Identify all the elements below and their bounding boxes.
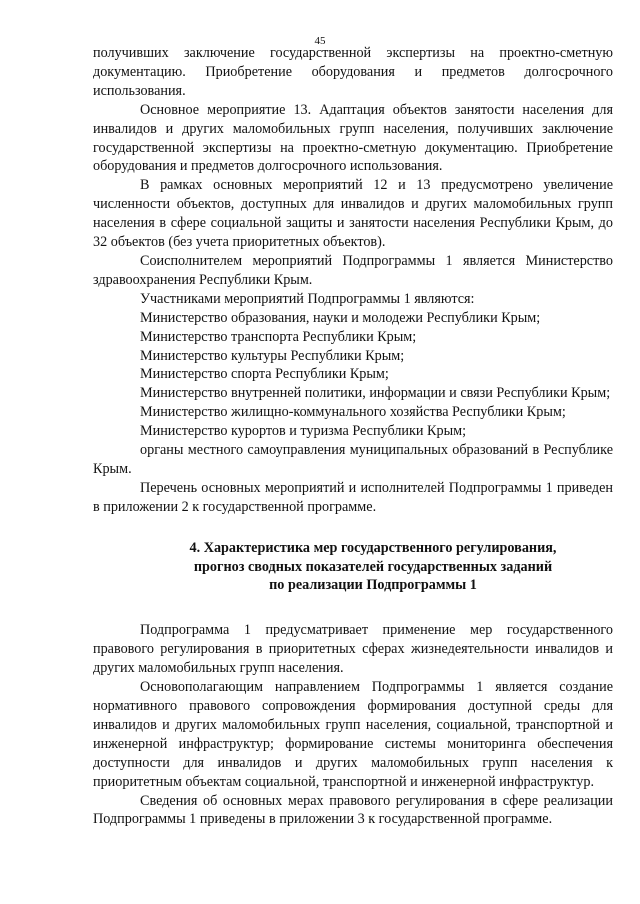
list-item: Министерство образования, науки и молодежи Республики Крым;	[140, 309, 541, 326]
paragraph: Подпрограмма 1 предусматривает применение мер государственного правового регулирования в приоритетных сферах жизнедеятельности инвалидов и других маломобильных групп населения.	[93, 622, 613, 677]
list-item: органы местного самоуправления муниципальных образований в Республике Крым.	[93, 442, 613, 477]
list-item: Министерство спорта Республики Крым;	[140, 366, 389, 383]
page-number: 45	[314, 35, 326, 47]
list-item: Министерство культуры Республики Крым;	[140, 347, 405, 364]
paragraphs-top	[93, 44, 613, 517]
list-item: Министерство внутренней политики, информации и связи Республики Крым;	[140, 385, 611, 402]
paragraph: В рамках основных мероприятий 12 и 13 предусмотрено увеличение численности объектов, доступных для инвалидов и других маломобильных групп населения в сфере социальной защиты и занятости населения Республики Крым, до 32 объектов (без учета приоритетных объектов).	[93, 177, 613, 251]
paragraph: Основополагающим направлением Подпрограммы 1 является создание нормативного правового сопровождения формирования доступной среды для инвалидов и других маломобильных групп населения, социальной, транспортной и инженерной инфраструктур; формирование системы мониторинга обеспечения доступности для инвалидов и других маломобильных групп населения к приоритетным объектам социальной, транспортной и инженерной инфраструктур.	[93, 679, 613, 790]
list-item: Министерство курортов и туризма Республики Крым;	[140, 423, 467, 440]
paragraph: Участниками мероприятий Подпрограммы 1 являются:	[140, 290, 475, 307]
paragraph: Сведения об основных мерах правового регулирования в сфере реализации Подпрограммы 1 приведены в приложении 3 к государственной программе.	[93, 792, 613, 828]
section-heading-line: прогноз сводных показателей государственных заданий	[193, 558, 553, 575]
paragraph: Перечень основных мероприятий и исполнителей Подпрограммы 1 приведен в приложении 2 к государственной программе.	[93, 479, 613, 515]
section-heading-line: по реализации Подпрограммы 1	[269, 577, 477, 594]
section-heading-line: 4. Характеристика мер государственного регулирования,	[189, 539, 557, 556]
paragraph: Соисполнителем мероприятий Подпрограммы 1 является Министерство здравоохранения Республики Крым.	[93, 252, 613, 288]
paragraph: получивших заключение государственной экспертизы на проектно-сметную документацию. Приобретение оборудования и предметов долгосрочного использования.	[93, 45, 613, 99]
paragraphs-bottom	[93, 621, 613, 829]
paragraph: Основное мероприятие 13. Адаптация объектов занятости населения для инвалидов и других маломобильных групп населения, получивших заключение государственной экспертизы на проектно-сметную документацию. Приобретение оборудования и предметов долгосрочного использования.	[93, 101, 613, 175]
section-heading	[93, 539, 613, 596]
document-body	[93, 44, 613, 829]
spacer	[93, 595, 613, 621]
list-item: Министерство транспорта Республики Крым;	[140, 328, 417, 345]
spacer	[93, 517, 613, 539]
list-item: Министерство жилищно-коммунального хозяйства Республики Крым;	[140, 404, 566, 421]
